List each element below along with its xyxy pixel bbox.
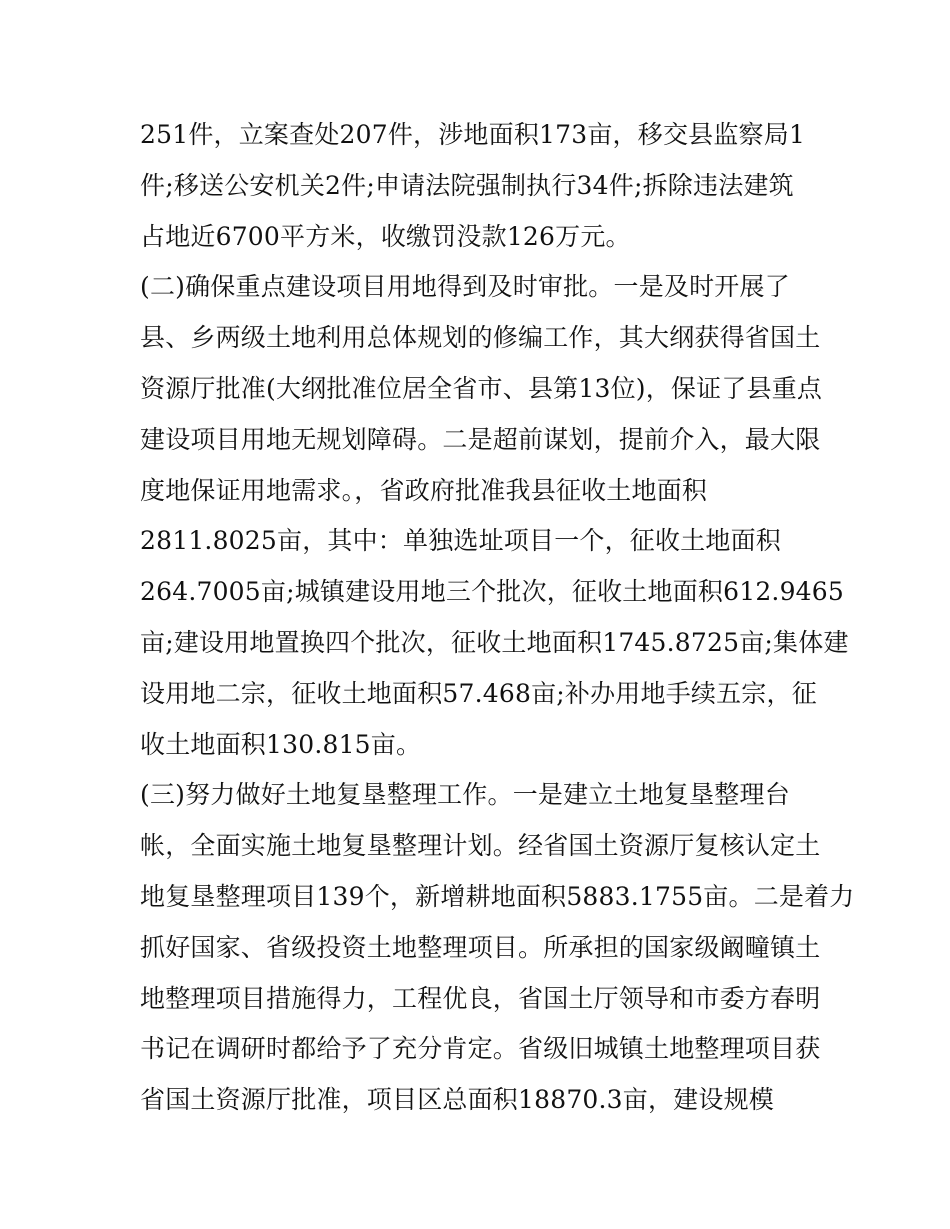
text-line: 264.7005亩;城镇建设用地三个批次，征收土地面积612.9465	[140, 577, 844, 607]
text-line: 建设项目用地无规划障碍。二是超前谋划，提前介入，最大限	[140, 424, 821, 454]
document-body	[140, 110, 855, 1126]
text-line: 件;移送公安机关2件;申请法院强制执行34件;拆除违法建筑	[140, 170, 794, 200]
text-line: 占地近6700平方米，收缴罚没款126万元。	[140, 221, 631, 251]
text-line: 帐，全面实施土地复垦整理计划。经省国土资源厅复核认定土	[140, 831, 821, 861]
text-line: (三)努力做好土地复垦整理工作。一是建立土地复垦整理台	[140, 780, 790, 810]
text-line: 251件，立案查处207件，涉地面积173亩，移交县监察局1	[140, 120, 806, 149]
text-line: (二)确保重点建设项目用地得到及时审批。一是及时开展了	[140, 272, 790, 302]
text-line: 设用地二宗，征收土地面积57.468亩;补办用地手续五宗，征	[140, 678, 817, 708]
text-line: 抓好国家、省级投资土地整理项目。所承担的国家级阚疃镇土	[140, 932, 821, 962]
text-line: 省国土资源厅批准，项目区总面积18870.3亩，建设规模	[140, 1085, 774, 1115]
text-line: 书记在调研时都给予了充分肯定。省级旧城镇土地整理项目获	[140, 1034, 821, 1064]
text-line: 收土地面积130.815亩。	[140, 729, 422, 759]
text-line: 地整理项目措施得力，工程优良，省国土厅领导和市委方春明	[140, 983, 821, 1013]
text-line: 资源厅批准(大纲批准位居全省市、县第13位)，保证了县重点	[140, 373, 823, 403]
text-line: 亩;建设用地置换四个批次，征收土地面积1745.8725亩;集体建	[140, 627, 849, 657]
text-line: 度地保证用地需求。，省政府批准我县征收土地面积	[140, 475, 708, 505]
text-line: 地复垦整理项目139个，新增耕地面积5883.1755亩。二是着力	[140, 881, 855, 911]
text-line: 县、乡两级土地利用总体规划的修编工作，其大纲获得省国土	[140, 323, 821, 353]
text-line: 2811.8025亩，其中：单独选址项目一个，征收土地面积	[140, 526, 781, 556]
